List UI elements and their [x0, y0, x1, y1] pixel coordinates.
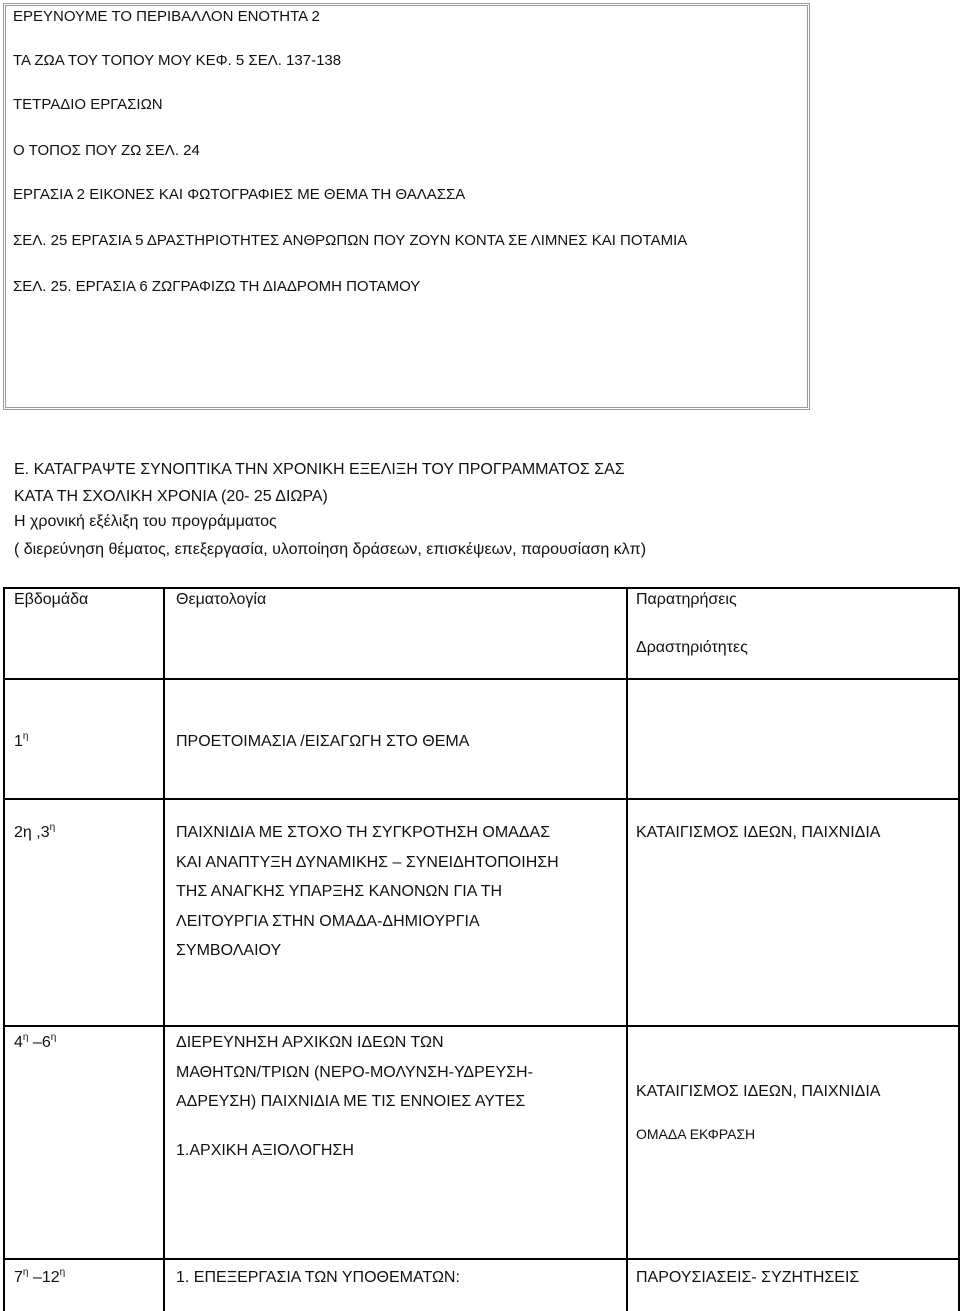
- header-topic: Θεματολογία: [176, 591, 267, 608]
- header-notes: Παρατηρήσεις: [636, 591, 737, 608]
- topic-line: 1.ΑΡΧΙΚΗ ΑΞΙΟΛΟΓΗΣΗ: [176, 1141, 354, 1159]
- week-number: –12: [28, 1269, 60, 1286]
- ordinal-suffix: η: [22, 731, 29, 742]
- section-e-title: Ε. ΚΑΤΑΓΡΑΨΤΕ ΣΥΝΟΠΤΙΚΑ ΤΗΝ ΧΡΟΝΙΚΗ ΕΞΕΛΙΞΗ ΤΟΥ ΠΡΟΓΡΑΜΜΑΤΟΣ ΣΑΣ: [14, 461, 625, 478]
- week-number: 2η ,3: [14, 824, 50, 841]
- notes-cell: [628, 1260, 958, 1311]
- ordinal-suffix: η: [22, 1267, 29, 1278]
- ordinal-suffix: η: [59, 1267, 66, 1278]
- reference-line: Ο ΤΟΠΟΣ ΠΟΥ ΖΩ ΣΕΛ. 24: [13, 142, 200, 159]
- notes-line: ΚΑΤΑΙΓΙΣΜΟΣ ΙΔΕΩΝ, ΠΑΙΧΝΙΔΙΑ: [636, 824, 881, 841]
- week-cell: [5, 1260, 165, 1311]
- header-week-cell: [5, 589, 165, 678]
- topic-line: ΠΡΟΕΤΟΙΜΑΣΙΑ /ΕΙΣΑΓΩΓΗ ΣΤΟ ΘΕΜΑ: [176, 733, 470, 750]
- topic-line: ΚΑΙ ΑΝΑΠΤΥΞΗ ΔΥΝΑΜΙΚΗΣ – ΣΥΝΕΙΔΗΤΟΠΟΙΗΣΗ: [176, 853, 559, 871]
- reference-line: ΤΑ ΖΩΑ ΤΟΥ ΤΟΠΟΥ ΜΟΥ ΚΕΦ. 5 ΣΕΛ. 137-138: [13, 52, 342, 69]
- topic-cell: [165, 800, 628, 1025]
- notes-line: ΟΜΑΔΑ ΕΚΦΡΑΣΗ: [636, 1125, 756, 1142]
- topic-line: ΛΕΙΤΟΥΡΓΙΑ ΣΤΗΝ ΟΜΑΔΑ-ΔΗΜΙΟΥΡΓΙΑ: [176, 912, 480, 930]
- table-row: [5, 800, 958, 1027]
- header-notes-cell: [628, 589, 958, 678]
- ordinal-suffix: η: [50, 1032, 57, 1043]
- week-number: 4: [14, 1034, 23, 1051]
- header-week: Εβδομάδα: [14, 591, 89, 608]
- reference-line: ΣΕΛ. 25. ΕΡΓΑΣΙΑ 6 ΖΩΓΡΑΦΙΖΩ ΤΗ ΔΙΑΔΡΟΜΗ ΠΟΤΑΜΟΥ: [13, 278, 421, 295]
- section-e-caption: Η χρονική εξέλιξη του προγράμματος: [14, 513, 277, 530]
- topic-line: 1. ΕΠΕΞΕΡΓΑΣΙΑ ΤΩΝ ΥΠΟΘΕΜΑΤΩΝ:: [176, 1269, 460, 1286]
- notes-line: ΠΑΡΟΥΣΙΑΣΕΙΣ- ΣΥΖΗΤΗΣΕΙΣ: [636, 1269, 860, 1286]
- topic-line: ΣΥΜΒΟΛΑΙΟΥ: [176, 942, 282, 959]
- schedule-table: [3, 587, 960, 1311]
- week-number: –6: [28, 1034, 51, 1051]
- ordinal-suffix: η: [49, 822, 56, 833]
- topic-line: ΔΙΕΡΕΥΝΗΣΗ ΑΡΧΙΚΩΝ ΙΔΕΩΝ ΤΩΝ: [176, 1034, 444, 1051]
- topic-line: ΠΑΙΧΝΙΔΙΑ ΜΕ ΣΤΟΧΟ ΤΗ ΣΥΓΚΡΟΤΗΣΗ ΟΜΑΔΑΣ: [176, 824, 551, 841]
- topic-line: ΤΗΣ ΑΝΑΓΚΗΣ ΥΠΑΡΞΗΣ ΚΑΝΟΝΩΝ ΓΙΑ ΤΗ: [176, 883, 503, 900]
- ordinal-suffix: η: [22, 1032, 29, 1043]
- section-e-note: ( διερεύνηση θέματος, επεξεργασία, υλοποίηση δράσεων, επισκέψεων, παρουσίαση κλπ): [14, 541, 647, 558]
- topic-line: ΑΔΡΕΥΣΗ) ΠΑΙΧΝΙΔΙΑ ΜΕ ΤΙΣ ΕΝΝΟΙΕΣ ΑΥΤΕΣ: [176, 1093, 526, 1110]
- week-cell: [5, 800, 165, 1025]
- section-e-subtitle: ΚΑΤΑ ΤΗ ΣΧΟΛΙΚΗ ΧΡΟΝΙΑ (20- 25 ΔΙΩΡΑ): [14, 488, 328, 505]
- notes-cell: [628, 1027, 958, 1258]
- notes-line: ΚΑΤΑΙΓΙΣΜΟΣ ΙΔΕΩΝ, ΠΑΙΧΝΙΔΙΑ: [636, 1083, 881, 1100]
- table-row: [5, 680, 958, 800]
- week-cell: [5, 1027, 165, 1258]
- reference-line: ΣΕΛ. 25 ΕΡΓΑΣΙΑ 5 ΔΡΑΣΤΗΡΙΟΤΗΤΕΣ ΑΝΘΡΩΠΩΝ ΠΟΥ ΖΟΥΝ ΚΟΝΤΑ ΣΕ ΛΙΜΝΕΣ ΚΑΙ ΠΟΤΑΜΙΑ: [13, 232, 688, 249]
- reference-line: ΕΡΕΥΝΟΥΜΕ ΤΟ ΠΕΡΙΒΑΛΛΟΝ ΕΝΟΤΗΤΑ 2: [13, 8, 320, 25]
- table-header-row: [5, 589, 958, 680]
- topic-cell: [165, 680, 628, 798]
- table-row: [5, 1260, 958, 1311]
- week-number: 1: [14, 733, 23, 750]
- reference-line: ΤΕΤΡΑΔΙΟ ΕΡΓΑΣΙΩΝ: [13, 96, 163, 113]
- notes-cell: [628, 800, 958, 1025]
- table-row: [5, 1027, 958, 1260]
- topic-cell: [165, 1260, 628, 1311]
- week-number: 7: [14, 1269, 23, 1286]
- topic-line: ΜΑΘΗΤΩΝ/ΤΡΙΩΝ (ΝΕΡΟ-ΜΟΛΥΝΣΗ-ΥΔΡΕΥΣΗ-: [176, 1063, 533, 1081]
- header-topic-cell: [165, 589, 628, 678]
- notes-cell: [628, 680, 958, 798]
- week-cell: [5, 680, 165, 798]
- header-activities: Δραστηριότητες: [636, 639, 748, 656]
- reference-line: ΕΡΓΑΣΙΑ 2 ΕΙΚΟΝΕΣ ΚΑΙ ΦΩΤΟΓΡΑΦΙΕΣ ΜΕ ΘΕΜΑ ΤΗ ΘΑΛΑΣΣΑ: [13, 186, 466, 203]
- topic-cell: [165, 1027, 628, 1258]
